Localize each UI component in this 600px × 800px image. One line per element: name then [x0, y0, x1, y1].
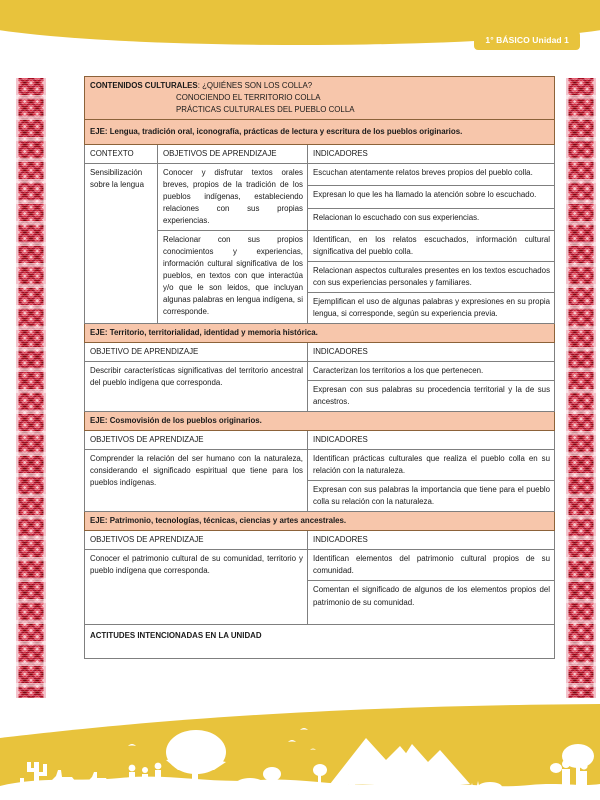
indicador-cell: Expresan lo que les ha llamado la atención sobre lo escuchado.: [308, 186, 555, 208]
oa-cell-3: Describir características significativas del territorio ancestral del pueblo indígena que corresponda.: [85, 362, 308, 412]
bottom-landscape-band: [0, 704, 600, 800]
header-objetivos-3: OBJETIVOS DE APRENDIZAJE: [85, 431, 308, 450]
table-row: [85, 145, 555, 164]
textile-border-left: [16, 78, 46, 698]
indicador-cell: Comentan el significado de algunos de los elementos propios del patrimonio de su comunidad.: [308, 581, 555, 625]
weave-pattern-icon: [16, 78, 46, 698]
indicador-cell: Identifican elementos del patrimonio cultural propios de su comunidad.: [308, 550, 555, 581]
header-indicadores-4: INDICADORES: [308, 531, 555, 550]
table-row: [85, 550, 555, 581]
table-row: [85, 625, 555, 659]
eje-bar-patrimonio: EJE: Patrimonio, tecnologías, técnicas, ciencias y artes ancestrales.: [85, 512, 555, 531]
contenidos-label: CONTENIDOS CULTURALES: [90, 81, 198, 90]
table-row: [85, 324, 555, 343]
contenidos-line1: : ¿QUIÉNES SON LOS COLLA?: [197, 81, 313, 90]
table-row: [85, 77, 555, 120]
textile-border-right: [566, 78, 596, 698]
contenidos-line3: PRÁCTICAS CULTURALES DEL PUEBLO COLLA: [176, 105, 355, 115]
table-row: [85, 412, 555, 431]
indicador-cell: Identifican, en los relatos escuchados, información cultural significativa del pueblo colla.: [308, 231, 555, 262]
weave-pattern-icon: [566, 78, 596, 698]
indicador-cell: Ejemplifican el uso de algunas palabras y expresiones en su propia lengua, si corresponde, según su experiencia previa.: [308, 293, 555, 324]
header-contexto: CONTEXTO: [85, 145, 158, 164]
table-row: [85, 362, 555, 381]
indicador-cell: Caracterizan los territorios a los que pertenecen.: [308, 362, 555, 381]
indicador-cell: Expresan con sus palabras su procedencia territorial y la de sus ancestros.: [308, 381, 555, 412]
contexto-cell: Sensibilización sobre la lengua: [85, 164, 158, 324]
header-indicadores-2: INDICADORES: [308, 343, 555, 362]
eje-bar-territorio: EJE: Territorio, territorialidad, identidad y memoria histórica.: [85, 324, 555, 343]
indicador-cell: Relacionan lo escuchado con sus experiencias.: [308, 208, 555, 230]
contenidos-culturales-cell: [85, 77, 555, 120]
actitudes-label: ACTITUDES INTENCIONADAS EN LA UNIDAD: [85, 625, 555, 659]
oa-cell-1: Conocer y disfrutar textos orales breves, propios de la tradición de los pueblos indígenas, estableciendo relaciones con sus propias experiencias.: [158, 164, 308, 231]
table-row: [85, 120, 555, 145]
table-row: [85, 431, 555, 450]
eje-bar-lengua: EJE: Lengua, tradición oral, iconografía, prácticas de lectura y escritura de los pueblos originarios.: [85, 120, 555, 145]
indicador-cell: Relacionan aspectos culturales presentes en los textos escuchados con sus experiencias personales y familiares.: [308, 262, 555, 293]
table-row: [85, 531, 555, 550]
oa-cell-4: Comprender la relación del ser humano con la naturaleza, considerando el significado espiritual que tiene para los pueblos indígenas.: [85, 450, 308, 512]
eje-bar-cosmovision: EJE: Cosmovisión de los pueblos originarios.: [85, 412, 555, 431]
landscape-silhouette-icon: [0, 704, 600, 800]
oa-cell-2: Relacionar con sus propios conocimientos y experiencias, información cultural significativa de los pueblos, en textos con que interactúa y/o que le son leidos, que incluyan algunas palabras en lengua indígena, si corresponde.: [158, 231, 308, 324]
header-indicadores: INDICADORES: [308, 145, 555, 164]
header-objetivos-4: OBJETIVOS DE APRENDIZAJE: [85, 531, 308, 550]
curriculum-table: [84, 76, 555, 659]
table-row: [85, 164, 555, 186]
indicador-cell: Escuchan atentamente relatos breves propios del pueblo colla.: [308, 164, 555, 186]
oa-cell-5: Conocer el patrimonio cultural de su comunidad, territorio y pueblo indígena que corresponda.: [85, 550, 308, 625]
table-row: [85, 512, 555, 531]
header-indicadores-3: INDICADORES: [308, 431, 555, 450]
table-row: [85, 343, 555, 362]
indicador-cell: Identifican prácticas culturales que realiza el pueblo colla en su relación con la naturaleza.: [308, 450, 555, 481]
indicador-cell: Expresan con sus palabras la importancia que tiene para el pueblo colla su relación con la naturaleza.: [308, 481, 555, 512]
header-objetivo-2: OBJETIVO DE APRENDIZAJE: [85, 343, 308, 362]
table-row: [85, 450, 555, 481]
unit-badge: 1° BÁSICO Unidad 1: [474, 31, 580, 50]
header-objetivos: OBJETIVOS DE APRENDIZAJE: [158, 145, 308, 164]
contenidos-line2: CONOCIENDO EL TERRITORIO COLLA: [176, 93, 321, 103]
